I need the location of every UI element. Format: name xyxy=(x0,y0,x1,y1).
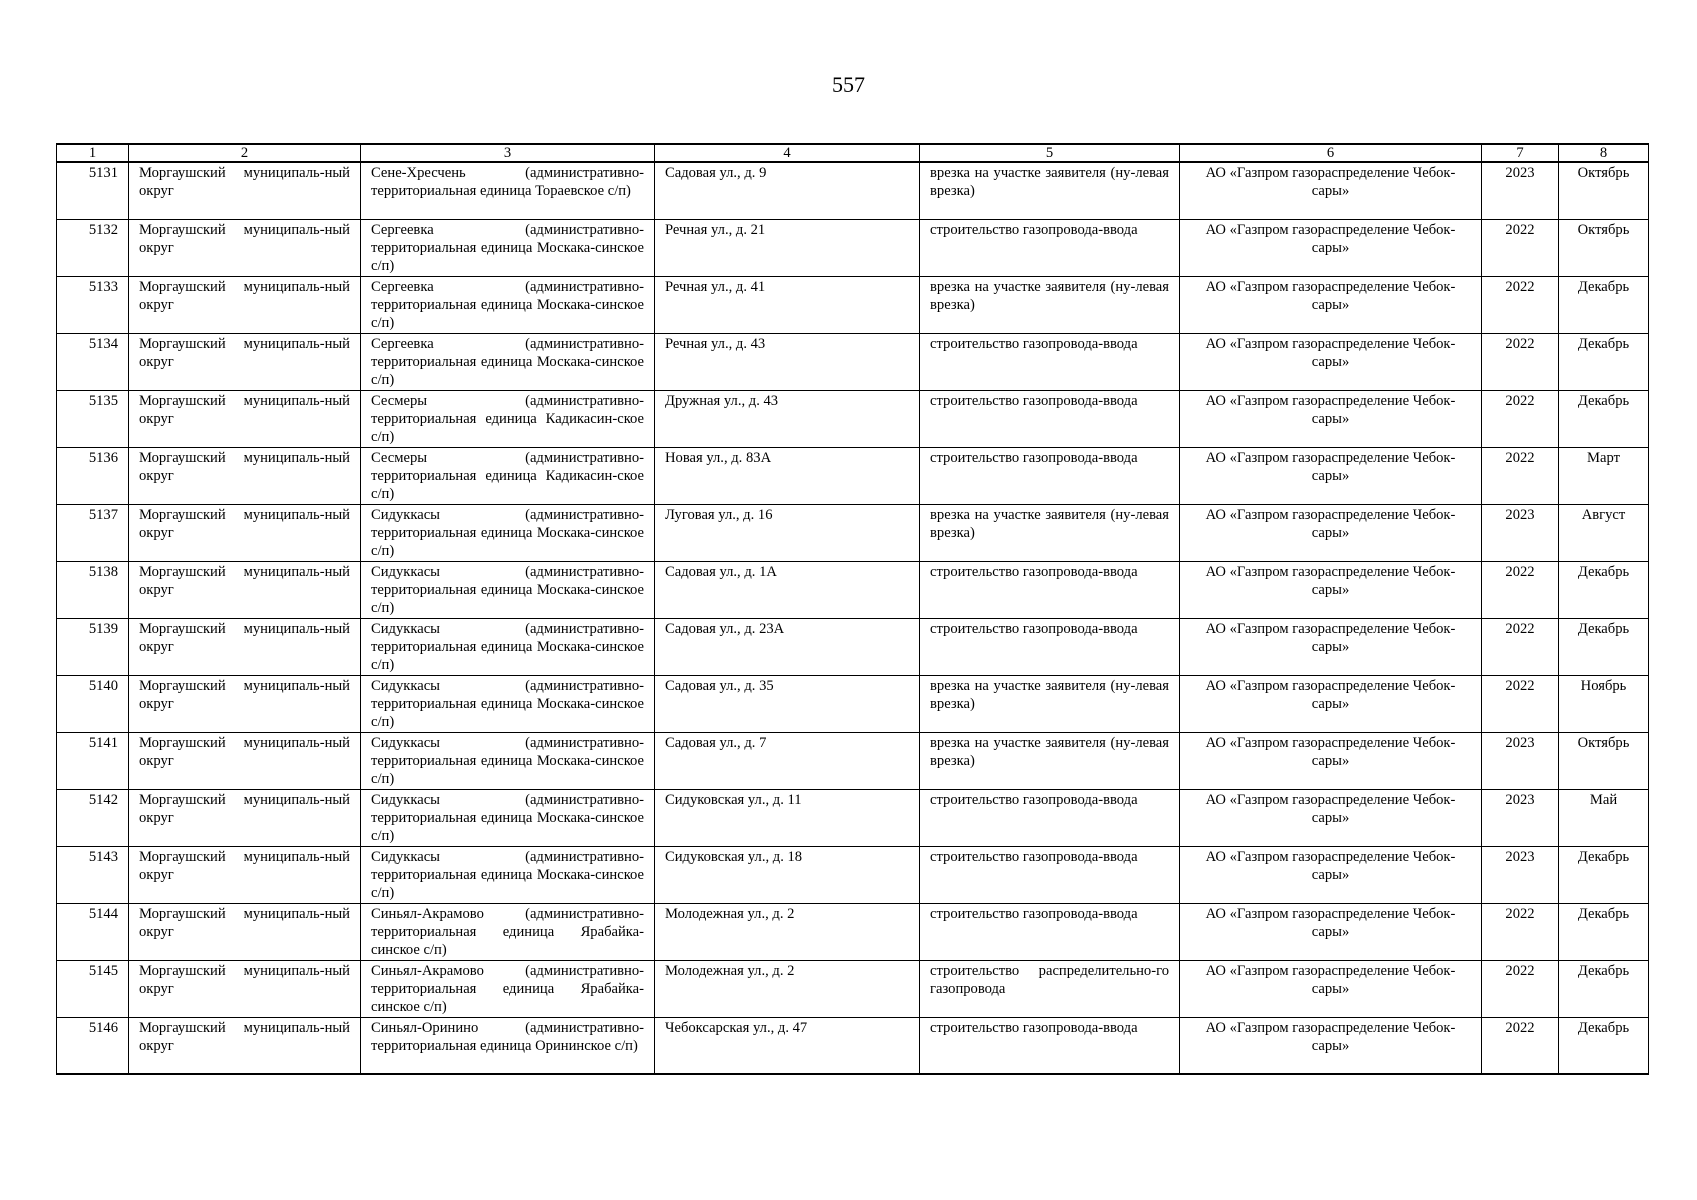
column-number-row xyxy=(57,144,1649,162)
year-cell: 2022 xyxy=(1482,276,1559,333)
locality-cell: Сесмеры (административно-территориальная единица Кадикасин-ское с/п) xyxy=(361,390,655,447)
organization-cell: АО «Газпром газораспределение Чебок-сары» xyxy=(1180,675,1482,732)
organization-cell: АО «Газпром газораспределение Чебок-сары» xyxy=(1180,561,1482,618)
work-type-cell: строительство газопровода-ввода xyxy=(920,390,1180,447)
month-cell: Декабрь xyxy=(1559,333,1649,390)
table-row xyxy=(57,504,1649,561)
row-number-cell: 5138 xyxy=(57,561,129,618)
gasification-table xyxy=(56,143,1649,1075)
district-cell: Моргаушский муниципаль-ный округ xyxy=(129,333,361,390)
district-cell: Моргаушский муниципаль-ный округ xyxy=(129,162,361,219)
column-header: 7 xyxy=(1482,144,1559,162)
month-cell: Август xyxy=(1559,504,1649,561)
address-cell: Речная ул., д. 21 xyxy=(655,219,920,276)
organization-cell: АО «Газпром газораспределение Чебок-сары» xyxy=(1180,333,1482,390)
year-cell: 2023 xyxy=(1482,162,1559,219)
column-header: 1 xyxy=(57,144,129,162)
table-row xyxy=(57,390,1649,447)
work-type-cell: врезка на участке заявителя (ну-левая врезка) xyxy=(920,504,1180,561)
organization-cell: АО «Газпром газораспределение Чебок-сары» xyxy=(1180,162,1482,219)
row-number-cell: 5132 xyxy=(57,219,129,276)
table-row xyxy=(57,333,1649,390)
organization-cell: АО «Газпром газораспределение Чебок-сары» xyxy=(1180,846,1482,903)
page-number: 557 xyxy=(832,72,865,97)
year-cell: 2023 xyxy=(1482,846,1559,903)
district-cell: Моргаушский муниципаль-ный округ xyxy=(129,675,361,732)
row-number-cell: 5139 xyxy=(57,618,129,675)
table-row xyxy=(57,447,1649,504)
organization-cell: АО «Газпром газораспределение Чебок-сары» xyxy=(1180,504,1482,561)
district-cell: Моргаушский муниципаль-ный округ xyxy=(129,561,361,618)
locality-cell: Сидуккасы (административно-территориальная единица Москака-синское с/п) xyxy=(361,561,655,618)
month-cell: Декабрь xyxy=(1559,960,1649,1017)
locality-cell: Сидуккасы (административно-территориальная единица Москака-синское с/п) xyxy=(361,618,655,675)
work-type-cell: врезка на участке заявителя (ну-левая врезка) xyxy=(920,732,1180,789)
work-type-cell: строительство газопровода-ввода xyxy=(920,333,1180,390)
table-row xyxy=(57,1017,1649,1074)
address-cell: Речная ул., д. 41 xyxy=(655,276,920,333)
organization-cell: АО «Газпром газораспределение Чебок-сары» xyxy=(1180,1017,1482,1074)
table-row xyxy=(57,960,1649,1017)
year-cell: 2022 xyxy=(1482,960,1559,1017)
locality-cell: Сидуккасы (административно-территориальная единица Москака-синское с/п) xyxy=(361,504,655,561)
month-cell: Март xyxy=(1559,447,1649,504)
address-cell: Сидуковская ул., д. 18 xyxy=(655,846,920,903)
address-cell: Садовая ул., д. 7 xyxy=(655,732,920,789)
work-type-cell: строительство газопровода-ввода xyxy=(920,1017,1180,1074)
organization-cell: АО «Газпром газораспределение Чебок-сары» xyxy=(1180,447,1482,504)
row-number-cell: 5133 xyxy=(57,276,129,333)
district-cell: Моргаушский муниципаль-ный округ xyxy=(129,960,361,1017)
table-row xyxy=(57,219,1649,276)
work-type-cell: строительство газопровода-ввода xyxy=(920,561,1180,618)
table-row xyxy=(57,846,1649,903)
locality-cell: Сидуккасы (административно-территориальная единица Москака-синское с/п) xyxy=(361,675,655,732)
row-number-cell: 5142 xyxy=(57,789,129,846)
column-header: 4 xyxy=(655,144,920,162)
year-cell: 2023 xyxy=(1482,732,1559,789)
address-cell: Садовая ул., д. 23А xyxy=(655,618,920,675)
year-cell: 2023 xyxy=(1482,504,1559,561)
organization-cell: АО «Газпром газораспределение Чебок-сары» xyxy=(1180,903,1482,960)
work-type-cell: врезка на участке заявителя (ну-левая врезка) xyxy=(920,276,1180,333)
month-cell: Декабрь xyxy=(1559,618,1649,675)
month-cell: Декабрь xyxy=(1559,846,1649,903)
year-cell: 2022 xyxy=(1482,903,1559,960)
locality-cell: Синьял-Акрамово (административно-территориальная единица Ярабайка-синское с/п) xyxy=(361,903,655,960)
row-number-cell: 5140 xyxy=(57,675,129,732)
district-cell: Моргаушский муниципаль-ный округ xyxy=(129,504,361,561)
locality-cell: Сидуккасы (административно-территориальная единица Москака-синское с/п) xyxy=(361,846,655,903)
organization-cell: АО «Газпром газораспределение Чебок-сары» xyxy=(1180,276,1482,333)
work-type-cell: врезка на участке заявителя (ну-левая врезка) xyxy=(920,162,1180,219)
column-header: 2 xyxy=(129,144,361,162)
row-number-cell: 5131 xyxy=(57,162,129,219)
organization-cell: АО «Газпром газораспределение Чебок-сары» xyxy=(1180,960,1482,1017)
locality-cell: Сене-Хресчень (административно-территориальная единица Тораевское с/п) xyxy=(361,162,655,219)
year-cell: 2022 xyxy=(1482,675,1559,732)
row-number-cell: 5146 xyxy=(57,1017,129,1074)
column-header: 3 xyxy=(361,144,655,162)
locality-cell: Сергеевка (административно-территориальная единица Москака-синское с/п) xyxy=(361,333,655,390)
organization-cell: АО «Газпром газораспределение Чебок-сары» xyxy=(1180,618,1482,675)
column-header: 8 xyxy=(1559,144,1649,162)
year-cell: 2022 xyxy=(1482,1017,1559,1074)
work-type-cell: строительство газопровода-ввода xyxy=(920,903,1180,960)
work-type-cell: строительство газопровода-ввода xyxy=(920,618,1180,675)
month-cell: Май xyxy=(1559,789,1649,846)
organization-cell: АО «Газпром газораспределение Чебок-сары» xyxy=(1180,789,1482,846)
year-cell: 2022 xyxy=(1482,561,1559,618)
district-cell: Моргаушский муниципаль-ный округ xyxy=(129,1017,361,1074)
month-cell: Декабрь xyxy=(1559,390,1649,447)
district-cell: Моргаушский муниципаль-ный округ xyxy=(129,390,361,447)
district-cell: Моргаушский муниципаль-ный округ xyxy=(129,219,361,276)
table-row xyxy=(57,276,1649,333)
organization-cell: АО «Газпром газораспределение Чебок-сары» xyxy=(1180,219,1482,276)
column-header: 6 xyxy=(1180,144,1482,162)
address-cell: Садовая ул., д. 35 xyxy=(655,675,920,732)
table-row xyxy=(57,903,1649,960)
column-header: 5 xyxy=(920,144,1180,162)
row-number-cell: 5134 xyxy=(57,333,129,390)
locality-cell: Синьял-Акрамово (административно-территориальная единица Ярабайка-синское с/п) xyxy=(361,960,655,1017)
district-cell: Моргаушский муниципаль-ный округ xyxy=(129,618,361,675)
year-cell: 2022 xyxy=(1482,618,1559,675)
district-cell: Моргаушский муниципаль-ный округ xyxy=(129,846,361,903)
address-cell: Новая ул., д. 83А xyxy=(655,447,920,504)
month-cell: Ноябрь xyxy=(1559,675,1649,732)
work-type-cell: врезка на участке заявителя (ну-левая врезка) xyxy=(920,675,1180,732)
row-number-cell: 5145 xyxy=(57,960,129,1017)
district-cell: Моргаушский муниципаль-ный округ xyxy=(129,276,361,333)
locality-cell: Сидуккасы (административно-территориальная единица Москака-синское с/п) xyxy=(361,732,655,789)
organization-cell: АО «Газпром газораспределение Чебок-сары» xyxy=(1180,390,1482,447)
month-cell: Октябрь xyxy=(1559,732,1649,789)
year-cell: 2023 xyxy=(1482,789,1559,846)
address-cell: Речная ул., д. 43 xyxy=(655,333,920,390)
month-cell: Декабрь xyxy=(1559,1017,1649,1074)
month-cell: Октябрь xyxy=(1559,219,1649,276)
work-type-cell: строительство распределительно-го газопровода xyxy=(920,960,1180,1017)
district-cell: Моргаушский муниципаль-ный округ xyxy=(129,732,361,789)
row-number-cell: 5137 xyxy=(57,504,129,561)
year-cell: 2022 xyxy=(1482,219,1559,276)
year-cell: 2022 xyxy=(1482,447,1559,504)
work-type-cell: строительство газопровода-ввода xyxy=(920,789,1180,846)
organization-cell: АО «Газпром газораспределение Чебок-сары» xyxy=(1180,732,1482,789)
address-cell: Молодежная ул., д. 2 xyxy=(655,960,920,1017)
table-row xyxy=(57,561,1649,618)
address-cell: Дружная ул., д. 43 xyxy=(655,390,920,447)
work-type-cell: строительство газопровода-ввода xyxy=(920,219,1180,276)
month-cell: Декабрь xyxy=(1559,561,1649,618)
address-cell: Чебоксарская ул., д. 47 xyxy=(655,1017,920,1074)
row-number-cell: 5143 xyxy=(57,846,129,903)
address-cell: Луговая ул., д. 16 xyxy=(655,504,920,561)
row-number-cell: 5141 xyxy=(57,732,129,789)
table-row xyxy=(57,732,1649,789)
address-cell: Садовая ул., д. 1А xyxy=(655,561,920,618)
locality-cell: Сесмеры (административно-территориальная единица Кадикасин-ское с/п) xyxy=(361,447,655,504)
table-row xyxy=(57,618,1649,675)
year-cell: 2022 xyxy=(1482,390,1559,447)
row-number-cell: 5135 xyxy=(57,390,129,447)
row-number-cell: 5144 xyxy=(57,903,129,960)
district-cell: Моргаушский муниципаль-ный округ xyxy=(129,447,361,504)
year-cell: 2022 xyxy=(1482,333,1559,390)
address-cell: Садовая ул., д. 9 xyxy=(655,162,920,219)
address-cell: Сидуковская ул., д. 11 xyxy=(655,789,920,846)
row-number-cell: 5136 xyxy=(57,447,129,504)
locality-cell: Сергеевка (административно-территориальная единица Москака-синское с/п) xyxy=(361,276,655,333)
address-cell: Молодежная ул., д. 2 xyxy=(655,903,920,960)
district-cell: Моргаушский муниципаль-ный округ xyxy=(129,903,361,960)
work-type-cell: строительство газопровода-ввода xyxy=(920,846,1180,903)
district-cell: Моргаушский муниципаль-ный округ xyxy=(129,789,361,846)
month-cell: Декабрь xyxy=(1559,903,1649,960)
month-cell: Октябрь xyxy=(1559,162,1649,219)
table-row xyxy=(57,789,1649,846)
table-row xyxy=(57,675,1649,732)
locality-cell: Синьял-Оринино (административно-территориальная единица Орининское с/п) xyxy=(361,1017,655,1074)
month-cell: Декабрь xyxy=(1559,276,1649,333)
locality-cell: Сидуккасы (административно-территориальная единица Москака-синское с/п) xyxy=(361,789,655,846)
locality-cell: Сергеевка (административно-территориальная единица Москака-синское с/п) xyxy=(361,219,655,276)
work-type-cell: строительство газопровода-ввода xyxy=(920,447,1180,504)
table-row xyxy=(57,162,1649,219)
